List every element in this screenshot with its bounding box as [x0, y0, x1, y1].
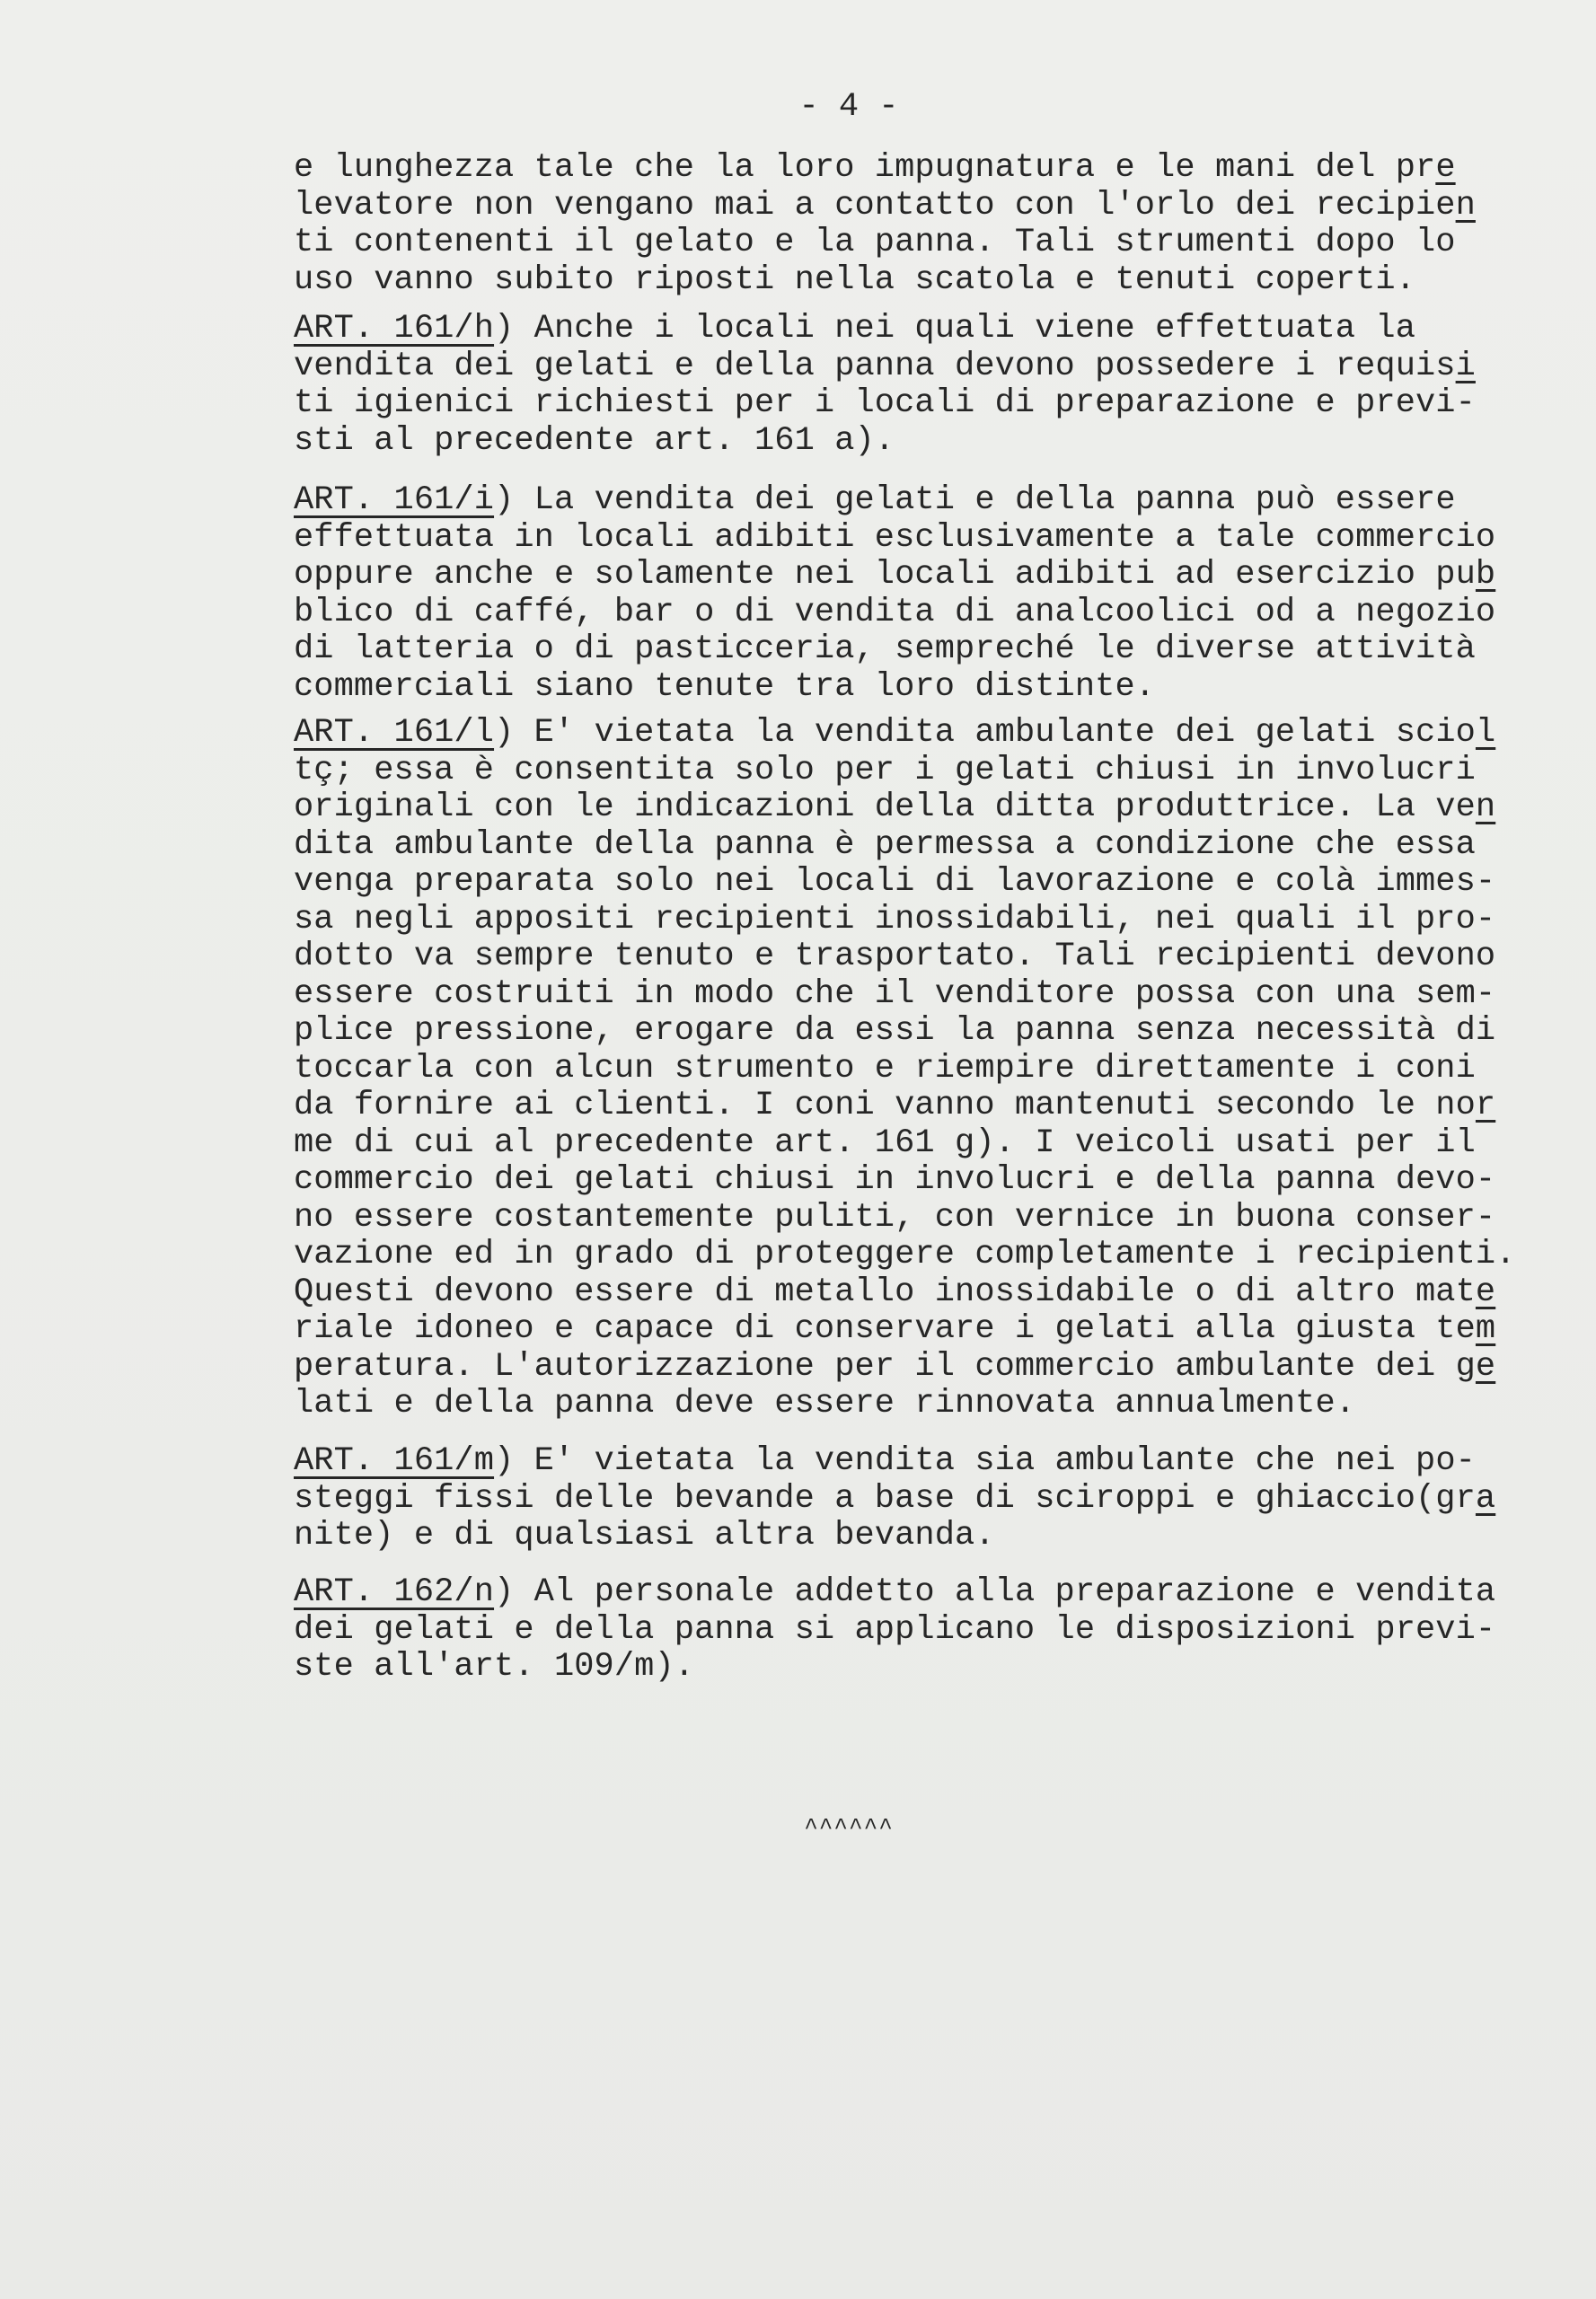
text-line — [294, 1612, 1497, 1650]
line-text: nite) e di qualsiasi altra bevanda. — [294, 1517, 995, 1555]
line-text: lati e della panna deve essere rinnovata annualmente. — [294, 1385, 1356, 1423]
hyphenation-mark: r — [1475, 1087, 1496, 1124]
article-number: ART. 161/m — [294, 1442, 495, 1480]
text-line — [294, 1088, 1497, 1125]
line-text: dotto va sempre tenuto e trasportato. Tali recipienti devono — [294, 938, 1496, 975]
text-line — [294, 1051, 1497, 1088]
article-paragraph — [294, 714, 1516, 1423]
line-text: essere costruiti in modo che il venditore possa con una sem- — [294, 974, 1496, 1013]
line-text: venga preparata solo nei locali di lavorazione e colà immes- — [294, 863, 1496, 901]
line-text: da fornire ai clienti. I coni vanno mantenuti secondo le no — [294, 1087, 1476, 1124]
hyphenation-mark: e — [1475, 1347, 1496, 1386]
text-line — [294, 150, 1497, 188]
line-text: ste all'art. 109/m). — [294, 1648, 695, 1686]
line-text: riale idoneo e capace di conservare i gelati alla giusta te — [294, 1310, 1476, 1348]
text-line — [294, 1125, 1497, 1163]
line-text: Questi devono essere di metallo inossidabile o di altro mat — [294, 1273, 1476, 1311]
text-line — [294, 715, 1497, 753]
line-text: dei gelati e della panna si applicano le disposizioni previ- — [294, 1610, 1496, 1649]
line-text: e lunghezza tale che la loro impugnatura e le mani del pr — [294, 149, 1436, 187]
line-text: ti contenenti il gelato e la panna. Tali strumenti dopo lo — [294, 224, 1456, 261]
hyphenation-mark: e — [1435, 149, 1456, 187]
hyphenation-mark: l — [1475, 714, 1496, 752]
hyphenation-mark: m — [1475, 1310, 1496, 1348]
text-line — [294, 188, 1497, 225]
text-line — [294, 557, 1497, 595]
line-text: blico di caffé, bar o di vendita di analcoolici od a negozio — [294, 593, 1496, 631]
text-line — [294, 827, 1497, 865]
text-line — [294, 348, 1497, 386]
line-text: steggi fissi delle bevande a base di sciroppi e ghiaccio(gr — [294, 1479, 1476, 1518]
line-text: vendita dei gelati e della panna devono possedere i requis — [294, 347, 1456, 385]
line-text: ti igienici richiesti per i locali di preparazione e previ- — [294, 384, 1476, 422]
article-number: ART. 161/l — [294, 714, 495, 752]
line-text: tç; essa è consentita solo per i gelati chiusi in involucri — [294, 751, 1476, 789]
end-mark: ^^^^^^ — [804, 1814, 894, 1841]
hyphenation-mark: b — [1475, 556, 1496, 594]
text-line — [294, 976, 1497, 1014]
article-paragraph — [294, 311, 1497, 460]
line-text: levatore non vengano mai a contatto con l'orlo dei recipie — [294, 186, 1456, 225]
line-text: peratura. L'autorizzazione per il commercio ambulante dei g — [294, 1347, 1476, 1386]
text-line — [294, 225, 1497, 262]
article-number: ART. 161/h — [294, 310, 495, 348]
text-line — [294, 385, 1497, 423]
article-number: ART. 161/i — [294, 481, 495, 519]
line-text: ) Anche i locali nei quali viene effettuata la — [494, 310, 1416, 348]
text-line — [294, 262, 1497, 300]
text-line — [294, 902, 1497, 939]
page-number: - 4 - — [798, 88, 899, 126]
text-line — [294, 311, 1497, 348]
text-line — [294, 938, 1497, 976]
text-line — [294, 789, 1497, 827]
line-text: uso vanno subito riposti nella scatola e tenuti coperti. — [294, 260, 1416, 299]
line-text: sa negli appositi recipienti inossidabili, nei quali il pro- — [294, 900, 1496, 938]
text-line — [294, 423, 1497, 461]
article-paragraph — [294, 482, 1497, 706]
hyphenation-mark: i — [1455, 347, 1476, 385]
text-line — [294, 1443, 1497, 1481]
line-text: ) E' vietata la vendita sia ambulante che nei po- — [494, 1442, 1476, 1480]
article-paragraph — [294, 1443, 1497, 1555]
text-line — [294, 1236, 1516, 1274]
hyphenation-mark: n — [1455, 186, 1476, 225]
text-line — [294, 1386, 1497, 1423]
line-text: vazione ed in grado di proteggere completamente i recipienti. — [294, 1236, 1516, 1273]
line-text: effettuata in locali adibiti esclusivamente a tale commercio — [294, 518, 1496, 557]
text-line — [294, 482, 1497, 520]
continuation-paragraph — [294, 150, 1497, 299]
text-line — [294, 1274, 1497, 1312]
line-text: me di cui al precedente art. 161 g). I veicoli usati per il — [294, 1123, 1476, 1162]
text-line — [294, 1574, 1497, 1612]
article-number: ART. 162/n — [294, 1573, 495, 1611]
text-line — [294, 1013, 1497, 1051]
line-text: ) Al personale addetto alla preparazione e vendita — [494, 1573, 1496, 1611]
line-text: originali con le indicazioni della ditta produttrice. La ve — [294, 788, 1476, 826]
line-text: oppure anche e solamente nei locali adibiti ad esercizio pu — [294, 556, 1476, 594]
text-line — [294, 520, 1497, 558]
text-line — [294, 595, 1497, 632]
line-text: no essere costantemente puliti, con vernice in buona conser- — [294, 1198, 1496, 1237]
line-text: ) La vendita dei gelati e della panna può essere — [494, 481, 1456, 519]
text-line — [294, 1518, 1497, 1555]
text-line — [294, 669, 1497, 707]
text-line — [294, 1311, 1497, 1349]
text-line — [294, 1649, 1497, 1687]
line-text: commerciali siano tenute tra loro distinte. — [294, 667, 1156, 706]
text-line — [294, 864, 1497, 902]
line-text: ) E' vietata la vendita ambulante dei gelati scio — [494, 714, 1476, 752]
text-line — [294, 631, 1497, 669]
article-paragraph — [294, 1574, 1497, 1687]
text-line — [294, 1162, 1497, 1200]
line-text: commercio dei gelati chiusi in involucri e della panna devo- — [294, 1161, 1496, 1199]
hyphenation-mark: a — [1475, 1479, 1496, 1518]
line-text: plice pressione, erogare da essi la panna senza necessità di — [294, 1012, 1496, 1050]
text-line — [294, 1200, 1497, 1238]
hyphenation-mark: n — [1475, 788, 1496, 826]
line-text: dita ambulante della panna è permessa a condizione che essa — [294, 825, 1476, 864]
text-line — [294, 1481, 1497, 1519]
line-text: di latteria o di pasticceria, sempreché le diverse attività — [294, 630, 1476, 668]
text-line — [294, 1349, 1497, 1387]
text-line — [294, 753, 1497, 790]
line-text: toccarla con alcun strumento e riempire direttamente i coni — [294, 1049, 1476, 1088]
hyphenation-mark: e — [1475, 1273, 1496, 1311]
line-text: sti al precedente art. 161 a). — [294, 421, 895, 460]
